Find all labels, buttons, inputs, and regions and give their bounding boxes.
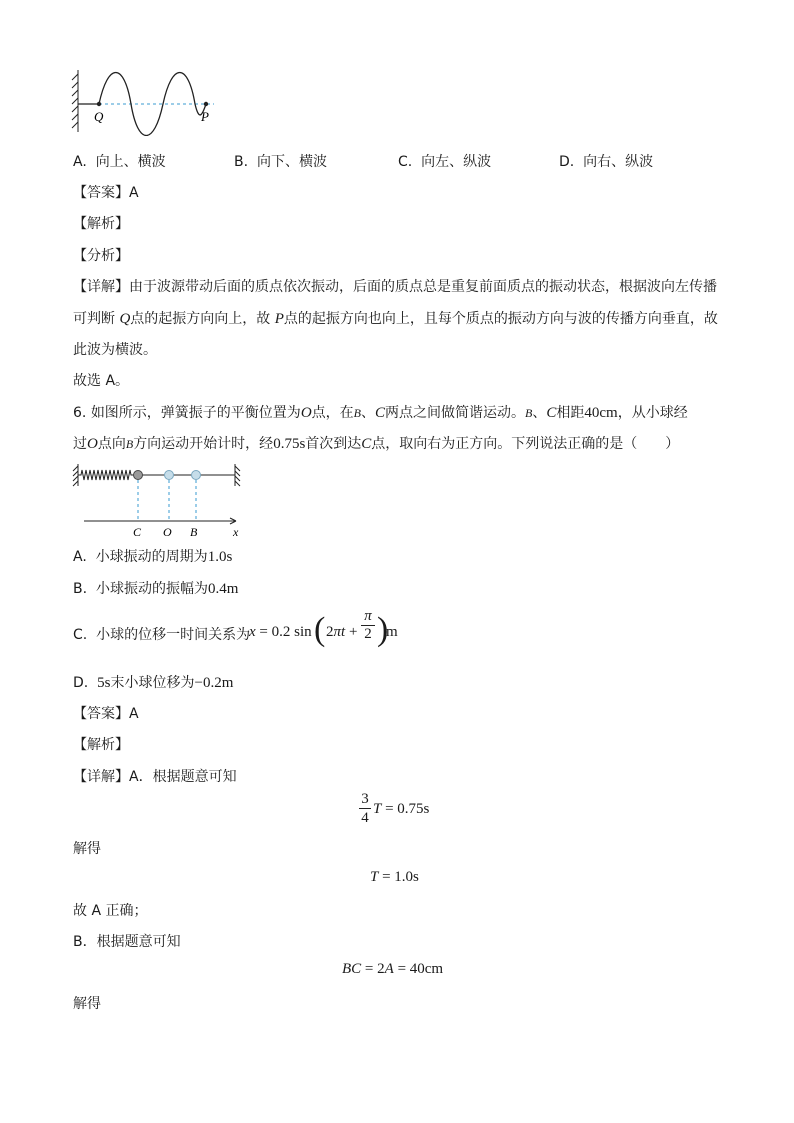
- answer-tag: 【答案】: [73, 185, 129, 201]
- label-o: O: [163, 525, 172, 539]
- value-dist: 40cm: [584, 405, 618, 421]
- var-q: Q: [119, 311, 131, 327]
- ball-o: [165, 471, 174, 480]
- q6-option-c[interactable]: [73, 624, 250, 644]
- option-letter: B.: [73, 581, 88, 597]
- q5-detail-line-2: [73, 308, 718, 328]
- var-c: C: [546, 405, 557, 421]
- formula-eq: = 0.2 sin: [259, 624, 312, 640]
- q6-option-a[interactable]: [73, 546, 232, 566]
- point-q: [97, 102, 101, 106]
- var-t: T: [373, 801, 382, 817]
- q5-option-c[interactable]: [398, 151, 491, 171]
- var-c: C: [375, 405, 386, 421]
- right-wall: [235, 464, 240, 486]
- spring-figure: [68, 460, 258, 542]
- fraction-pi-2: [361, 609, 375, 642]
- q6-detail-b: B．根据题意可知: [73, 934, 181, 950]
- q5-analysis-tag: 【解析】: [73, 216, 129, 232]
- option-letter: A.: [73, 549, 87, 565]
- text: 如图所示，弹簧振子的平衡位置为: [90, 405, 301, 421]
- var-o: O: [300, 405, 312, 421]
- left-wall: [73, 464, 78, 486]
- q5-detail-line-3: 此波为横波。: [73, 342, 157, 358]
- eq1-rest: [373, 801, 429, 818]
- detail-text: 由于波源带动后面的质点依次振动，后面的质点总是重复前面质点的振动状态，根据波向左传播: [129, 279, 717, 295]
- var-a: A: [384, 961, 394, 977]
- q5-option-c-letter: C.: [398, 154, 413, 170]
- fraction-bar: [359, 808, 371, 809]
- spring: [78, 470, 134, 480]
- var-pi-t: πt: [333, 624, 346, 640]
- var-b: B: [353, 406, 361, 420]
- option-value: 0.4m: [207, 581, 239, 597]
- detail-tag: 【详解】: [73, 769, 129, 785]
- var-t: T: [370, 869, 379, 885]
- text: 点向: [97, 436, 126, 452]
- q6-option-b[interactable]: [73, 578, 238, 598]
- q6-concl-a: 故 A 正确；: [73, 903, 148, 919]
- text: 两点之间做简谐运动。: [385, 405, 526, 421]
- option-value-time: 5s: [97, 675, 111, 691]
- q5-option-b[interactable]: [234, 151, 327, 171]
- option-text: 小球振动的周期为: [95, 549, 208, 565]
- wave-figure: [68, 66, 228, 136]
- right-paren: ): [377, 611, 389, 648]
- var-b: B: [125, 437, 134, 451]
- var-p: P: [274, 311, 284, 327]
- q5-option-a-text: 向上、横波: [95, 154, 166, 170]
- option-letter: D.: [73, 675, 89, 691]
- text: 可判断: [73, 311, 115, 327]
- option-text: 小球的位移一时间关系为: [96, 627, 251, 643]
- paren-inner: [326, 624, 357, 641]
- plus: +: [348, 624, 358, 640]
- q6-stem-line-1: [73, 402, 688, 422]
- q6-detail-a: [73, 766, 237, 786]
- text: 方向运动开始计时，经: [133, 436, 274, 452]
- var-bc: BC: [342, 961, 362, 977]
- q5-option-b-text: 向下、横波: [256, 154, 327, 170]
- q6-option-c-formula: [249, 624, 312, 641]
- option-text: 小球振动的振幅为: [95, 581, 208, 597]
- var-c: C: [361, 436, 372, 452]
- q5-option-a-letter: A.: [73, 154, 87, 170]
- question-number: 6.: [73, 405, 87, 421]
- text: ，从小球经: [617, 405, 688, 421]
- q6-analysis-tag: 【解析】: [73, 737, 129, 753]
- wall-hatch: [72, 70, 78, 132]
- var-x: x: [249, 624, 256, 640]
- rhs: = 1.0s: [382, 869, 419, 885]
- rhs: = 40cm: [397, 961, 444, 977]
- q6-jiede-1: 解得: [73, 841, 101, 857]
- q5-detail-line-1: [73, 276, 717, 296]
- ball-c: [134, 471, 143, 480]
- text: 相距: [556, 405, 585, 421]
- left-paren: (: [314, 611, 326, 648]
- q6-stem-line-2: [73, 433, 679, 453]
- point-p: [204, 102, 208, 106]
- label-b: B: [190, 525, 198, 539]
- coef: 2: [326, 624, 334, 640]
- eq-mid: = 2: [364, 961, 385, 977]
- label-p: P: [201, 109, 209, 124]
- label-x: x: [233, 525, 239, 539]
- text: 过: [73, 436, 87, 452]
- value-time: 0.75s: [273, 436, 306, 452]
- label-q: Q: [94, 109, 104, 124]
- option-text: 末小球位移为: [110, 675, 195, 691]
- ball-b: [192, 471, 201, 480]
- q6-option-d[interactable]: [73, 672, 233, 692]
- eq2: [370, 869, 419, 886]
- numerator: π: [364, 608, 372, 624]
- q5-fenxi-tag: 【分析】: [73, 248, 129, 264]
- q6-answer: [73, 703, 139, 723]
- text: 点，取向右为正方向。下列说法正确的是（ ）: [371, 436, 680, 452]
- answer-tag: 【答案】: [73, 706, 129, 722]
- var-b: B: [525, 406, 533, 420]
- option-value-disp: −0.2m: [194, 675, 234, 691]
- denominator: 2: [364, 626, 372, 642]
- q5-option-c-text: 向左、纵波: [421, 154, 492, 170]
- text: 首次到达: [305, 436, 362, 452]
- option-letter: C.: [73, 627, 88, 643]
- option-value: 1.0s: [207, 549, 233, 565]
- q5-option-d-text: 向右、纵波: [583, 154, 654, 170]
- rhs: = 0.75s: [385, 801, 430, 817]
- answer-value: A: [129, 706, 139, 722]
- denominator: 4: [361, 810, 369, 826]
- detail-tag: 【详解】: [73, 279, 129, 295]
- text: 、: [361, 405, 375, 421]
- option-c-unit: m: [386, 624, 398, 640]
- text: 点的起振方向向上，故: [130, 311, 271, 327]
- q5-option-d-letter: D.: [559, 154, 575, 170]
- q5-answer: [73, 182, 139, 202]
- q5-option-a[interactable]: [73, 151, 166, 171]
- eq3: [342, 961, 443, 978]
- answer-value: A: [129, 185, 139, 201]
- text: 点的起振方向也向上，且每个质点的振动方向与波的传播方向垂直，故: [283, 311, 718, 327]
- q5-option-d[interactable]: [559, 151, 653, 171]
- q5-conclusion: 故选 A。: [73, 373, 130, 389]
- detail-text: A．根据题意可知: [129, 769, 237, 785]
- eq1-fraction: [359, 791, 371, 826]
- label-c: C: [133, 525, 142, 539]
- var-o: O: [87, 436, 98, 452]
- numerator: 3: [361, 791, 369, 807]
- q6-jiede-2: 解得: [73, 996, 101, 1012]
- text: 点，在: [311, 405, 354, 421]
- text: 、: [532, 405, 547, 421]
- q5-option-b-letter: B.: [234, 154, 249, 170]
